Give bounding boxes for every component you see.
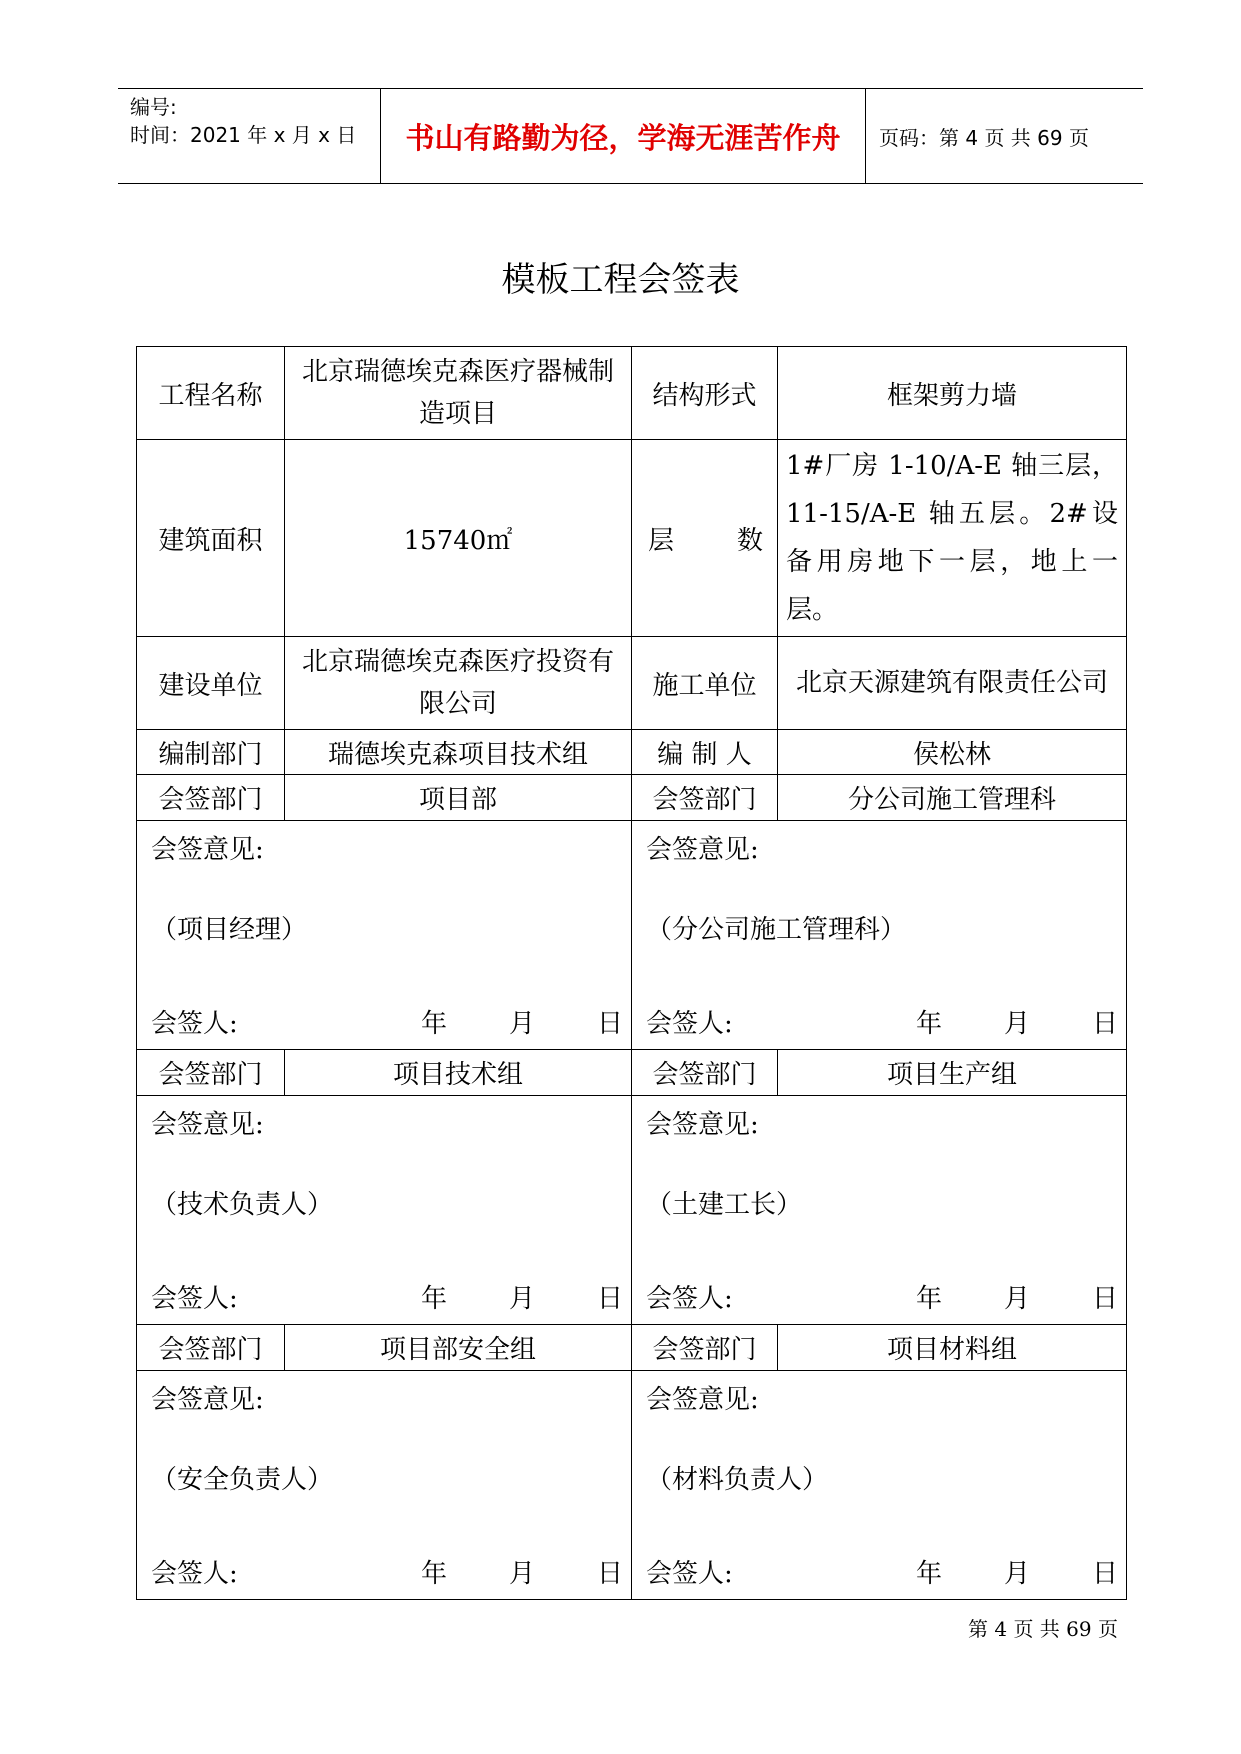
footer-page-number: 第 4 页 共 69 页 xyxy=(968,1617,1118,1641)
project-name-value: 北京瑞德埃克森医疗器械制造项目 xyxy=(285,347,632,440)
floors-label-part1: 层 xyxy=(648,525,675,556)
opinion-label: 会签意见: xyxy=(646,1110,759,1140)
year-label: 年 xyxy=(421,1009,448,1039)
month-label: 月 xyxy=(1003,1284,1030,1314)
countersign-form xyxy=(136,346,1127,1600)
sign-dept-left: 项目技术组 xyxy=(285,1050,632,1096)
sign-dept-label: 会签部门 xyxy=(632,1050,778,1096)
opinion-label: 会签意见: xyxy=(151,1110,264,1140)
header-page-code: 页码：第 4 页 共 69 页 xyxy=(879,125,1089,150)
signature-line xyxy=(646,1278,1120,1315)
day-label: 日 xyxy=(1091,1009,1118,1039)
opinion-block-right xyxy=(632,821,1127,1050)
contractor-label: 施工单位 xyxy=(632,637,778,730)
signature-line xyxy=(646,1003,1120,1040)
day-label: 日 xyxy=(596,1559,623,1589)
sign-dept-row xyxy=(137,1050,1127,1096)
project-name-label: 工程名称 xyxy=(137,347,285,440)
signer-label: 会签人: xyxy=(646,1559,733,1589)
sign-dept-left: 项目部 xyxy=(285,775,632,821)
area-value: 15740㎡ xyxy=(285,440,632,637)
sign-dept-label: 会签部门 xyxy=(137,1325,285,1371)
signer-label: 会签人: xyxy=(151,1284,238,1314)
signer-role: （分公司施工管理科） xyxy=(646,915,907,945)
signature-line xyxy=(151,1003,625,1040)
day-label: 日 xyxy=(1091,1559,1118,1589)
opinion-row xyxy=(137,821,1127,1050)
contractor-value: 北京天源建筑有限责任公司 xyxy=(778,637,1127,730)
opinion-row xyxy=(137,1371,1127,1600)
number-label: 编号: xyxy=(130,95,177,119)
signer-label: 会签人: xyxy=(151,1559,238,1589)
signer-role: （材料负责人） xyxy=(646,1465,829,1495)
sign-dept-right: 项目生产组 xyxy=(778,1050,1127,1096)
month-label: 月 xyxy=(508,1559,535,1589)
day-label: 日 xyxy=(1091,1284,1118,1314)
sign-dept-row xyxy=(137,1325,1127,1371)
signature-line xyxy=(646,1553,1120,1590)
author-label: 编 制 人 xyxy=(632,730,778,775)
opinion-label: 会签意见: xyxy=(646,1385,759,1415)
opinion-block-left xyxy=(137,1371,632,1600)
sign-dept-row xyxy=(137,775,1127,821)
header-meta xyxy=(118,89,380,183)
signer-role: （项目经理） xyxy=(151,915,308,945)
opinion-row xyxy=(137,1096,1127,1325)
owner-label: 建设单位 xyxy=(137,637,285,730)
sign-dept-label: 会签部门 xyxy=(137,775,285,821)
year-label: 年 xyxy=(421,1284,448,1314)
month-label: 月 xyxy=(508,1009,535,1039)
signer-label: 会签人: xyxy=(646,1009,733,1039)
opinion-block-left xyxy=(137,821,632,1050)
owner-value: 北京瑞德埃克森医疗投资有限公司 xyxy=(285,637,632,730)
floors-label-cell xyxy=(632,440,778,637)
floors-value: 1#厂房 1-10/A-E 轴三层，11-15/A-E 轴五层。2#设备用房地下一层，地上一层。 xyxy=(778,440,1127,637)
signer-role: （土建工长） xyxy=(646,1190,803,1220)
opinion-block-right xyxy=(632,1371,1127,1600)
month-label: 月 xyxy=(1003,1559,1030,1589)
opinion-block-right xyxy=(632,1096,1127,1325)
signer-label: 会签人: xyxy=(151,1009,238,1039)
sign-dept-right: 分公司施工管理科 xyxy=(778,775,1127,821)
page-header xyxy=(118,88,1143,184)
document-title: 模板工程会签表 xyxy=(501,260,740,300)
opinion-label: 会签意见: xyxy=(151,1385,264,1415)
opinion-block-left xyxy=(137,1096,632,1325)
sign-dept-label: 会签部门 xyxy=(632,1325,778,1371)
day-label: 日 xyxy=(596,1009,623,1039)
floors-label xyxy=(632,520,777,557)
day-label: 日 xyxy=(596,1284,623,1314)
author-value: 侯松林 xyxy=(778,730,1127,775)
month-label: 月 xyxy=(1003,1009,1030,1039)
sign-dept-left: 项目部安全组 xyxy=(285,1325,632,1371)
signature-line xyxy=(151,1553,625,1590)
signer-role: （安全负责人） xyxy=(151,1465,334,1495)
year-label: 年 xyxy=(916,1559,943,1589)
owner-row xyxy=(137,637,1127,730)
dept-row xyxy=(137,730,1127,775)
dept-value: 瑞德埃克森项目技术组 xyxy=(285,730,632,775)
year-label: 年 xyxy=(916,1009,943,1039)
area-label: 建筑面积 xyxy=(137,440,285,637)
structure-label: 结构形式 xyxy=(632,347,778,440)
floors-label-part2: 数 xyxy=(736,525,763,556)
dept-label: 编制部门 xyxy=(137,730,285,775)
signer-label: 会签人: xyxy=(646,1284,733,1314)
sign-dept-label: 会签部门 xyxy=(632,775,778,821)
signer-role: （技术负责人） xyxy=(151,1190,334,1220)
month-label: 月 xyxy=(508,1284,535,1314)
signature-line xyxy=(151,1278,625,1315)
sign-dept-label: 会签部门 xyxy=(137,1050,285,1096)
project-name-row xyxy=(137,347,1127,440)
opinion-label: 会签意见: xyxy=(646,835,759,865)
year-label: 年 xyxy=(916,1284,943,1314)
year-label: 年 xyxy=(421,1559,448,1589)
sign-dept-right: 项目材料组 xyxy=(778,1325,1127,1371)
header-motto: 书山有路勤为径，学海无涯苦作舟 xyxy=(380,89,866,183)
opinion-label: 会签意见: xyxy=(151,835,264,865)
area-row xyxy=(137,440,1127,637)
structure-value: 框架剪力墙 xyxy=(778,347,1127,440)
time-label: 时间：2021 年 x 月 x 日 xyxy=(130,123,357,147)
